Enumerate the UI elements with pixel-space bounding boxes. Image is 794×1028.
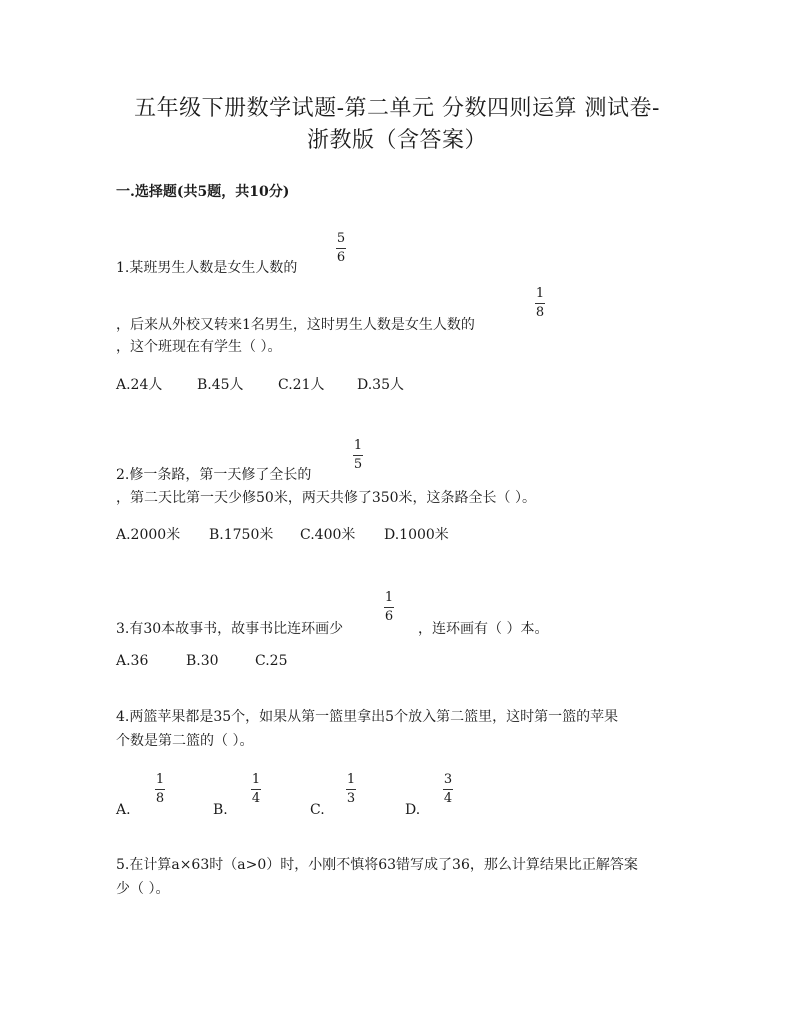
question-text: ，后来从外校又转来1名男生，这时男生人数是女生人数的 [116, 317, 475, 333]
option-d: D.35人 [357, 377, 404, 393]
fraction-numerator: 1 [353, 438, 363, 453]
fraction-denominator: 4 [251, 791, 261, 806]
question-text: 5.在计算a×63时（a>0）时，小刚不慎将63错写成了36，那么计算结果比正解答案 [116, 857, 638, 873]
question-text: ，第二天比第一天少修50米，两天共修了350米，这条路全长（ ）。 [116, 490, 536, 506]
question-text: 2.修一条路，第一天修了全长的 [116, 467, 312, 483]
option-d: D.1000米 [384, 527, 449, 543]
fraction-bar [155, 789, 165, 790]
page-title-line1: 五年级下册数学试题-第二单元 分数四则运算 测试卷- [134, 96, 660, 121]
fraction-denominator: 6 [336, 250, 346, 265]
fraction-bar [353, 455, 363, 456]
fraction [535, 287, 545, 320]
option-c: C.400米 [300, 527, 356, 543]
option-a: A. [116, 802, 131, 818]
fraction-denominator: 6 [384, 609, 394, 624]
question-text: 个数是第二篮的（ ）。 [116, 733, 254, 749]
fraction-numerator: 1 [535, 286, 545, 301]
fraction-denominator: 8 [535, 305, 545, 320]
fraction-numerator: 5 [336, 231, 346, 246]
question-text: ，这个班现在有学生（ ）。 [116, 339, 282, 355]
option-d: D. [405, 802, 421, 818]
fraction-numerator: 1 [384, 590, 394, 605]
fraction-denominator: 8 [155, 791, 165, 806]
fraction [384, 591, 394, 624]
fraction [353, 439, 363, 472]
fraction-denominator: 3 [346, 791, 356, 806]
fraction-bar [384, 607, 394, 608]
question-text: ，连环画有（ ）本。 [418, 621, 549, 637]
question-text: 1.某班男生人数是女生人数的 [116, 260, 298, 276]
option-a: A.36 [116, 653, 149, 669]
fraction [336, 232, 346, 265]
fraction-numerator: 3 [443, 772, 453, 787]
fraction-denominator: 5 [353, 457, 363, 472]
question-text: 少（ ）。 [116, 881, 170, 897]
option-b: B.1750米 [209, 527, 274, 543]
fraction-bar [443, 789, 453, 790]
fraction-denominator: 4 [443, 791, 453, 806]
option-a: A.2000米 [116, 527, 181, 543]
fraction-bar [336, 248, 346, 249]
option-b: B.45人 [197, 377, 244, 393]
option-c: C. [310, 802, 325, 818]
section-heading: 一.选择题(共5题，共10分) [116, 184, 290, 200]
fraction-bar [346, 789, 356, 790]
option-c: C.21人 [278, 377, 325, 393]
option-b: B. [213, 802, 228, 818]
fraction [346, 773, 356, 806]
fraction-numerator: 1 [155, 772, 165, 787]
fraction-bar [535, 303, 545, 304]
fraction-numerator: 1 [346, 772, 356, 787]
option-c: C.25 [255, 653, 288, 669]
fraction [251, 773, 261, 806]
question-text: 3.有30本故事书，故事书比连环画少 [116, 621, 344, 637]
fraction [443, 773, 453, 806]
fraction-bar [251, 789, 261, 790]
fraction [155, 773, 165, 806]
option-b: B.30 [186, 653, 219, 669]
fraction-numerator: 1 [251, 772, 261, 787]
question-text: 4.两篮苹果都是35个，如果从第一篮里拿出5个放入第二篮里，这时第一篮的苹果 [116, 709, 619, 725]
option-a: A.24人 [116, 377, 163, 393]
page-title-line2: 浙教版（含答案） [306, 128, 487, 153]
